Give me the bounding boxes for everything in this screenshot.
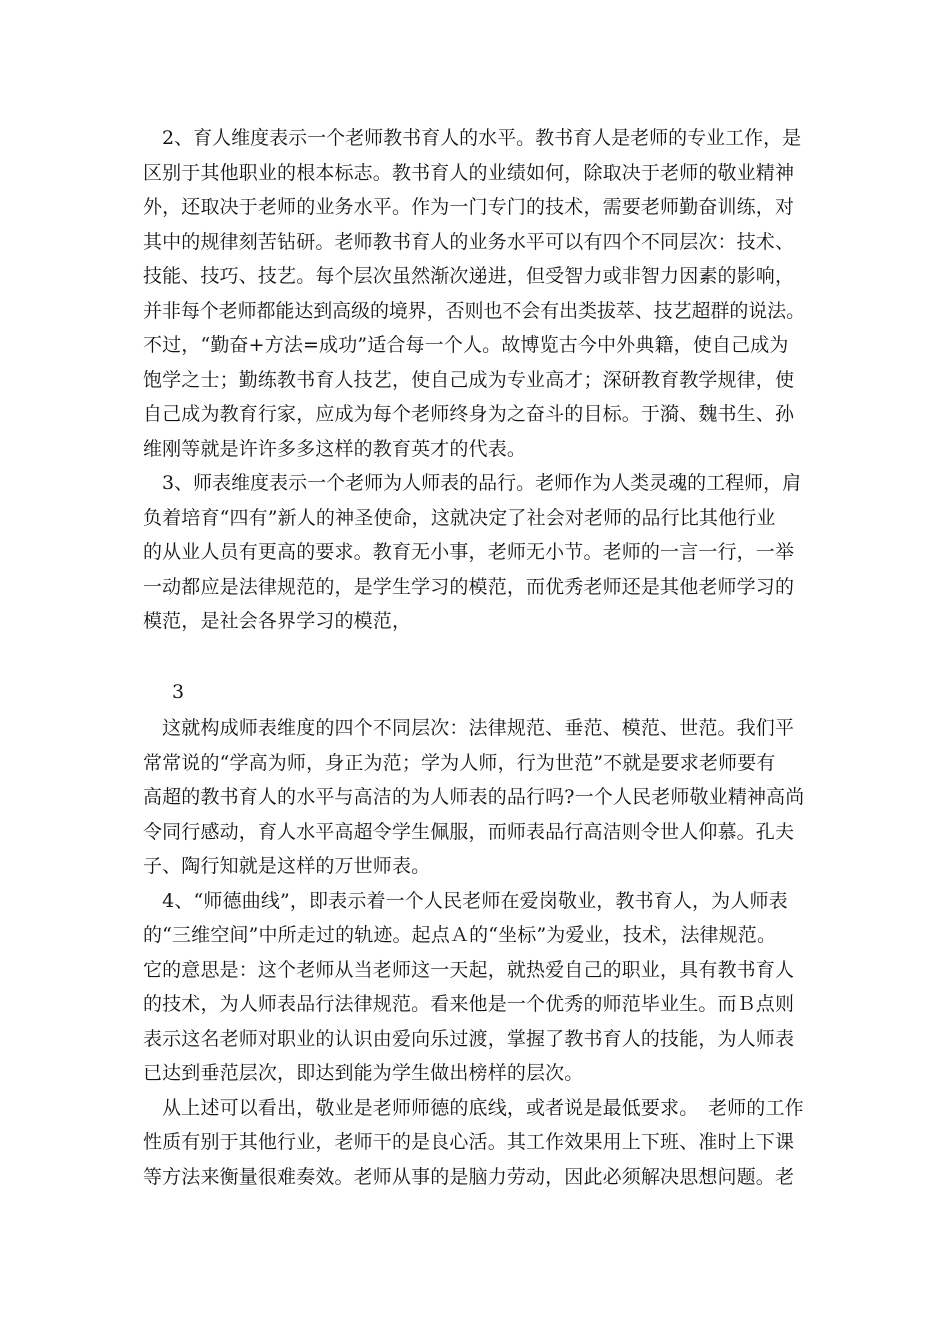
text-line: 等方法来衡量很难奏效。老师从事的是脑力劳动，因此必须解决思想问题。老 xyxy=(143,1165,795,1188)
text-line: 它的意思是：这个老师从当老师这一天起，就热爱自己的职业，具有教书育人 xyxy=(143,958,795,981)
body-text-section-one xyxy=(143,121,803,639)
text-line: 维刚等就是许许多多这样的教育英才的代表。 xyxy=(143,437,527,460)
text-line: 其中的规律刻苦钻研。老师教书育人的业务水平可以有四个不同层次：技术、 xyxy=(143,230,795,253)
text-line: 从上述可以看出，敬业是老师师德的底线，或者说是最低要求。 老师的工作 xyxy=(143,1096,804,1119)
text-line: 3、师表维度表示一个老师为人师表的品行。老师作为人类灵魂的工程师，肩 xyxy=(143,472,802,494)
page-number: 3 xyxy=(172,681,185,703)
text-line: 2、育人维度表示一个老师教书育人的水平。教书育人是老师的专业工作，是 xyxy=(143,127,802,149)
text-line: 的技术，为人师表品行法律规范。看来他是一个优秀的师范毕业生。而Ｂ点则 xyxy=(143,993,795,1015)
text-line: 已达到垂范层次，即达到能为学生做出榜样的层次。 xyxy=(143,1062,584,1084)
text-line: 并非每个老师都能达到高级的境界，否则也不会有出类拔萃、技艺超群的说法。 xyxy=(143,299,805,322)
text-line: 表示这名老师对职业的认识由爱向乐过渡，掌握了教书育人的技能，为人师表 xyxy=(143,1027,795,1050)
body-text-section-two xyxy=(143,711,803,1194)
text-line: 饱学之士；勤练教书育人技艺，使自己成为专业高才；深研教育教学规律，使 xyxy=(143,368,795,391)
text-line: 区别于其他职业的根本标志。教书育人的业绩如何，除取决于老师的敬业精神 xyxy=(143,161,795,184)
text-line: 这就构成师表维度的四个不同层次：法律规范、垂范、模范、世范。我们平 xyxy=(143,717,795,739)
text-line: 负着培育“四有”新人的神圣使命，这就决定了社会对老师的品行比其他行业 xyxy=(143,506,776,529)
text-line: 一动都应是法律规范的，是学生学习的模范，而优秀老师还是其他老师学习的 xyxy=(143,575,795,598)
text-line: 技能、技巧、技艺。每个层次虽然渐次递进，但受智力或非智力因素的影响， xyxy=(143,265,795,287)
text-line: 的“三维空间”中所走过的轨迹。起点Ａ的“坐标”为爱业，技术，法律规范。 xyxy=(143,924,777,946)
text-line: 的从业人员有更高的要求。教育无小事，老师无小节。老师的一言一行，一举 xyxy=(143,541,795,563)
text-line: 性质有别于其他行业，老师干的是良心活。其工作效果用上下班、准时上下课 xyxy=(143,1131,795,1153)
text-line: 高超的教书育人的水平与高洁的为人师表的品行吗?一个人民老师敬业精神高尚 xyxy=(143,786,805,808)
text-line: 子、陶行知就是这样的万世师表。 xyxy=(143,855,431,877)
text-line: 不过，“勤奋+方法=成功”适合每一个人。故博览古今中外典籍，使自己成为 xyxy=(143,334,789,356)
text-line: 常常说的“学高为师，身正为范；学为人师，行为世范”不就是要求老师要有 xyxy=(143,751,776,774)
text-line: 自己成为教育行家，应成为每个老师终身为之奋斗的目标。于漪、魏书生、孙 xyxy=(143,403,795,425)
text-line: 外，还取决于老师的业务水平。作为一门专门的技术，需要老师勤奋训练，对 xyxy=(143,196,795,218)
text-line: 4、“师德曲线”，即表示着一个人民老师在爱岗敬业，教书育人，为人师表 xyxy=(143,889,788,912)
text-line: 令同行感动，育人水平高超令学生佩服，而师表品行高洁则令世人仰慕。孔夫 xyxy=(143,820,795,843)
text-line: 模范，是社会各界学习的模范， xyxy=(143,610,412,632)
